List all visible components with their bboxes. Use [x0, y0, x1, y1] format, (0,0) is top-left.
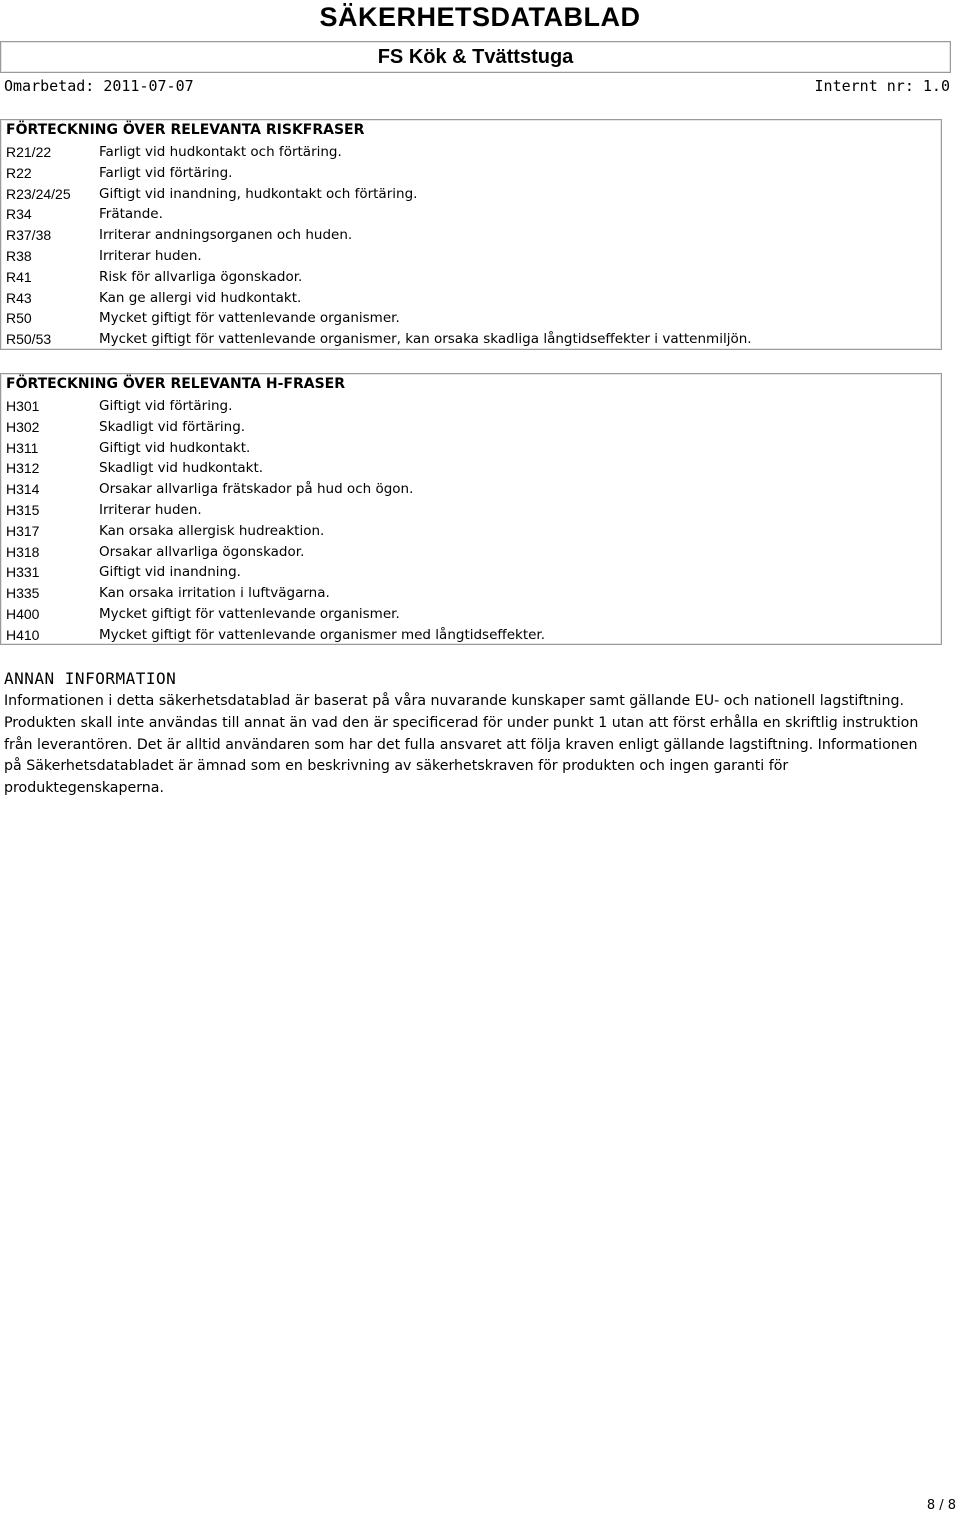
phrase-code: H301: [6, 398, 40, 414]
phrase-text: Mycket giftigt för vattenlevande organismer med långtidseffekter.: [99, 626, 546, 643]
internal-number: Internt nr: 1.0: [814, 77, 950, 95]
phrase-code: H312: [6, 460, 40, 477]
phrase-text: Orsakar allvarliga frätskador på hud och ögon.: [99, 481, 414, 498]
phrase-code: H335: [6, 585, 40, 602]
phrase-code: H311: [6, 439, 39, 456]
phrase-code: H302: [6, 418, 40, 435]
phrase-text: Kan ge allergi vid hudkontakt.: [99, 289, 302, 306]
phrase-code: R22: [6, 164, 32, 181]
phrase-text: Skadligt vid förtäring.: [99, 418, 246, 435]
phrase-code: H318: [6, 543, 40, 560]
phrase-code: R50: [6, 310, 32, 327]
phrase-text: Risk för allvarliga ögonskador.: [99, 268, 303, 285]
revised-date: Omarbetad: 2011-07-07: [4, 77, 194, 95]
h-phrases-title: FÖRTECKNING ÖVER RELEVANTA H-FRASER: [6, 376, 346, 392]
phrase-text: Skadligt vid hudkontakt.: [99, 460, 264, 477]
phrase-text: Frätande.: [99, 206, 163, 223]
product-name: FS Kök & Tvättstuga: [377, 46, 574, 68]
phrase-text: Giftigt vid inandning, hudkontakt och förtäring.: [99, 185, 418, 202]
phrase-code: R21/22: [6, 144, 52, 160]
document-title: SÄKERHETSDATABLAD: [319, 2, 641, 32]
phrase-code: R41: [6, 268, 32, 285]
phrase-code: R43: [6, 289, 32, 306]
phrase-text: Irriterar huden.: [99, 502, 202, 518]
phrase-text: Giftigt vid förtäring.: [99, 398, 233, 414]
phrase-code: R50/53: [6, 331, 52, 348]
phrase-text: Farligt vid hudkontakt och förtäring.: [99, 144, 342, 160]
phrase-code: H315: [6, 502, 40, 518]
other-information-title: ANNAN INFORMATION: [4, 669, 177, 688]
phrase-text: Irriterar huden.: [99, 248, 202, 264]
phrase-code: R34: [6, 206, 32, 223]
other-information-text: Informationen i detta säkerhetsdatablad är baserat på våra nuvarande kunskaper samt gällande EU- och nationell lagstiftning. Produkten skall inte användas till annat än vad den är specificerad för under punkt 1 utan att först erhålla en skriftlig instruktion från leverantören. Det är alltid användaren som har det fulla ansvaret att följa kraven enligt gällande lagstiftning. Informationen på Säkerhetsdatabladet är ämnad som en beskrivning av säkerhetskraven för produkten och ingen garanti för produktegenskaperna.: [4, 693, 919, 797]
phrase-text: Irriterar andningsorganen och huden.: [99, 227, 353, 244]
phrase-text: Mycket giftigt för vattenlevande organismer.: [99, 606, 400, 622]
phrase-text: Giftigt vid hudkontakt.: [99, 439, 251, 456]
phrase-text: Farligt vid förtäring.: [99, 164, 233, 181]
phrase-code: H400: [6, 606, 40, 622]
phrase-code: R37/38: [6, 227, 52, 244]
risk-phrases-title: FÖRTECKNING ÖVER RELEVANTA RISKFRASER: [6, 122, 365, 138]
phrase-text: Giftigt vid inandning.: [99, 564, 241, 581]
phrase-text: Kan orsaka irritation i luftvägarna.: [99, 585, 330, 602]
phrase-code: R38: [6, 248, 32, 264]
phrase-code: H331: [6, 564, 40, 581]
phrase-code: R23/24/25: [6, 185, 71, 202]
phrase-code: H410: [6, 626, 40, 643]
phrase-text: Mycket giftigt för vattenlevande organismer, kan orsaka skadliga långtidseffekter i vattenmiljön.: [99, 331, 752, 348]
phrase-code: H317: [6, 522, 40, 539]
phrase-code: H314: [6, 481, 40, 498]
phrase-text: Orsakar allvarliga ögonskador.: [99, 543, 305, 560]
page-number: 8 / 8: [926, 1498, 956, 1513]
phrase-text: Mycket giftigt för vattenlevande organismer.: [99, 310, 400, 327]
phrase-text: Kan orsaka allergisk hudreaktion.: [99, 522, 325, 539]
